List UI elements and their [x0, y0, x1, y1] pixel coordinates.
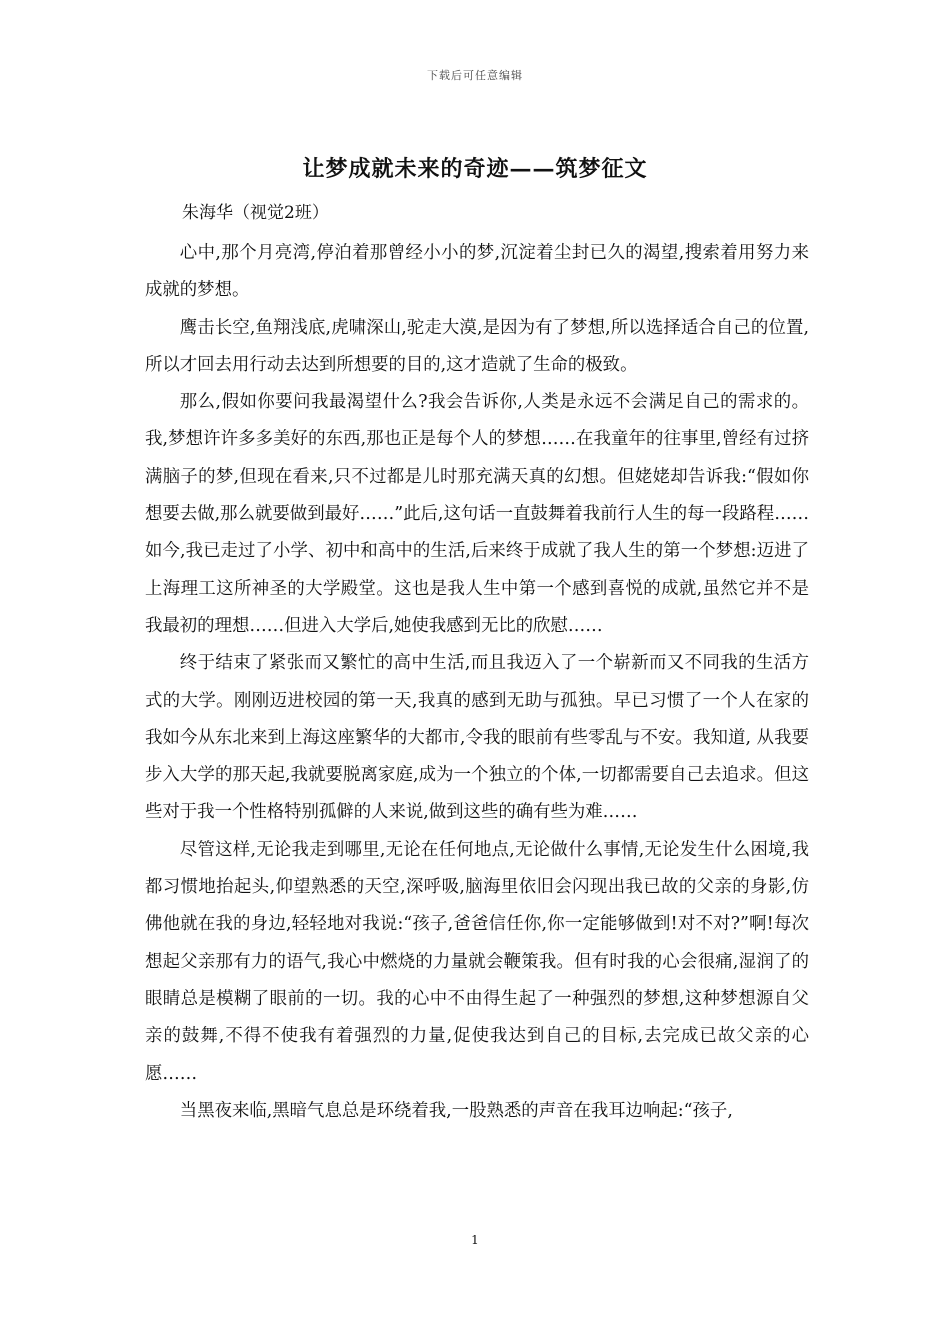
document-body	[145, 235, 809, 1130]
paragraph: 那么,假如你要问我最渴望什么?我会告诉你,人类是永远不会满足自己的需求的。我,梦想许许多多美好的东西,那也正是每个人的梦想……在我童年的往事里,曾经有过挤满脑子的梦,但现在看来,只不过都是儿时那充满天真的幻想。但姥姥却告诉我:“假如你想要去做,那么就要做到最好……”此后,这句话一直鼓舞着我前行人生的每一段路程……如今,我已走过了小学、初中和高中的生活,后来终于成就了我人生的第一个梦想:迈进了上海理工这所神圣的大学殿堂。这也是我人生中第一个感到喜悦的成就,虽然它并不是我最初的理想……但进入大学后,她使我感到无比的欣慰……	[145, 392, 809, 636]
header-note: 下载后可任意编辑	[427, 69, 523, 82]
paragraph: 尽管这样,无论我走到哪里,无论在任何地点,无论做什么事情,无论发生什么困境,我都习惯地抬起头,仰望熟悉的天空,深呼吸,脑海里依旧会闪现出我已故的父亲的身影,仿佛他就在我的身边,轻轻地对我说:“孩子,爸爸信任你,你一定能够做到!对不对?”啊!每次想起父亲那有力的语气,我心中燃烧的力量就会鞭策我。但有时我的心会很痛,湿润了的眼睛总是模糊了眼前的一切。我的心中不由得生起了一种强烈的梦想,这种梦想源自父亲的鼓舞,不得不使我有着强烈的力量,促使我达到自己的目标,去完成已故父亲的心愿……	[145, 839, 809, 1084]
page-number: 1	[471, 1233, 479, 1247]
paragraph: 终于结束了紧张而又繁忙的高中生活,而且我迈入了一个崭新而又不同我的生活方式的大学。刚刚迈进校园的第一天,我真的感到无助与孤独。早已习惯了一个人在家的我如今从东北来到上海这座繁华的大都市,令我的眼前有些零乱与不安。我知道, 从我要步入大学的那天起,我就要脱离家庭,成为一个独立的个体,一切都需要自己去追求。但这些对于我一个性格特别孤僻的人来说,做到这些的确有些为难……	[145, 653, 809, 823]
paragraph: 鹰击长空,鱼翔浅底,虎啸深山,驼走大漠,是因为有了梦想,所以选择适合自己的位置,所以才回去用行动去达到所想要的目的,这才造就了生命的极致。	[145, 317, 809, 375]
paragraph: 当黑夜来临,黑暗气息总是环绕着我,一股熟悉的声音在我耳边响起:“孩子,	[179, 1100, 733, 1121]
author-line: 朱海华（视觉2班）	[182, 203, 329, 223]
document-title: 让梦成就未来的奇迹——筑梦征文	[302, 156, 648, 182]
paragraph: 心中,那个月亮湾,停泊着那曾经小小的梦,沉淀着尘封已久的渴望,搜索着用努力来成就的梦想。	[145, 243, 809, 301]
